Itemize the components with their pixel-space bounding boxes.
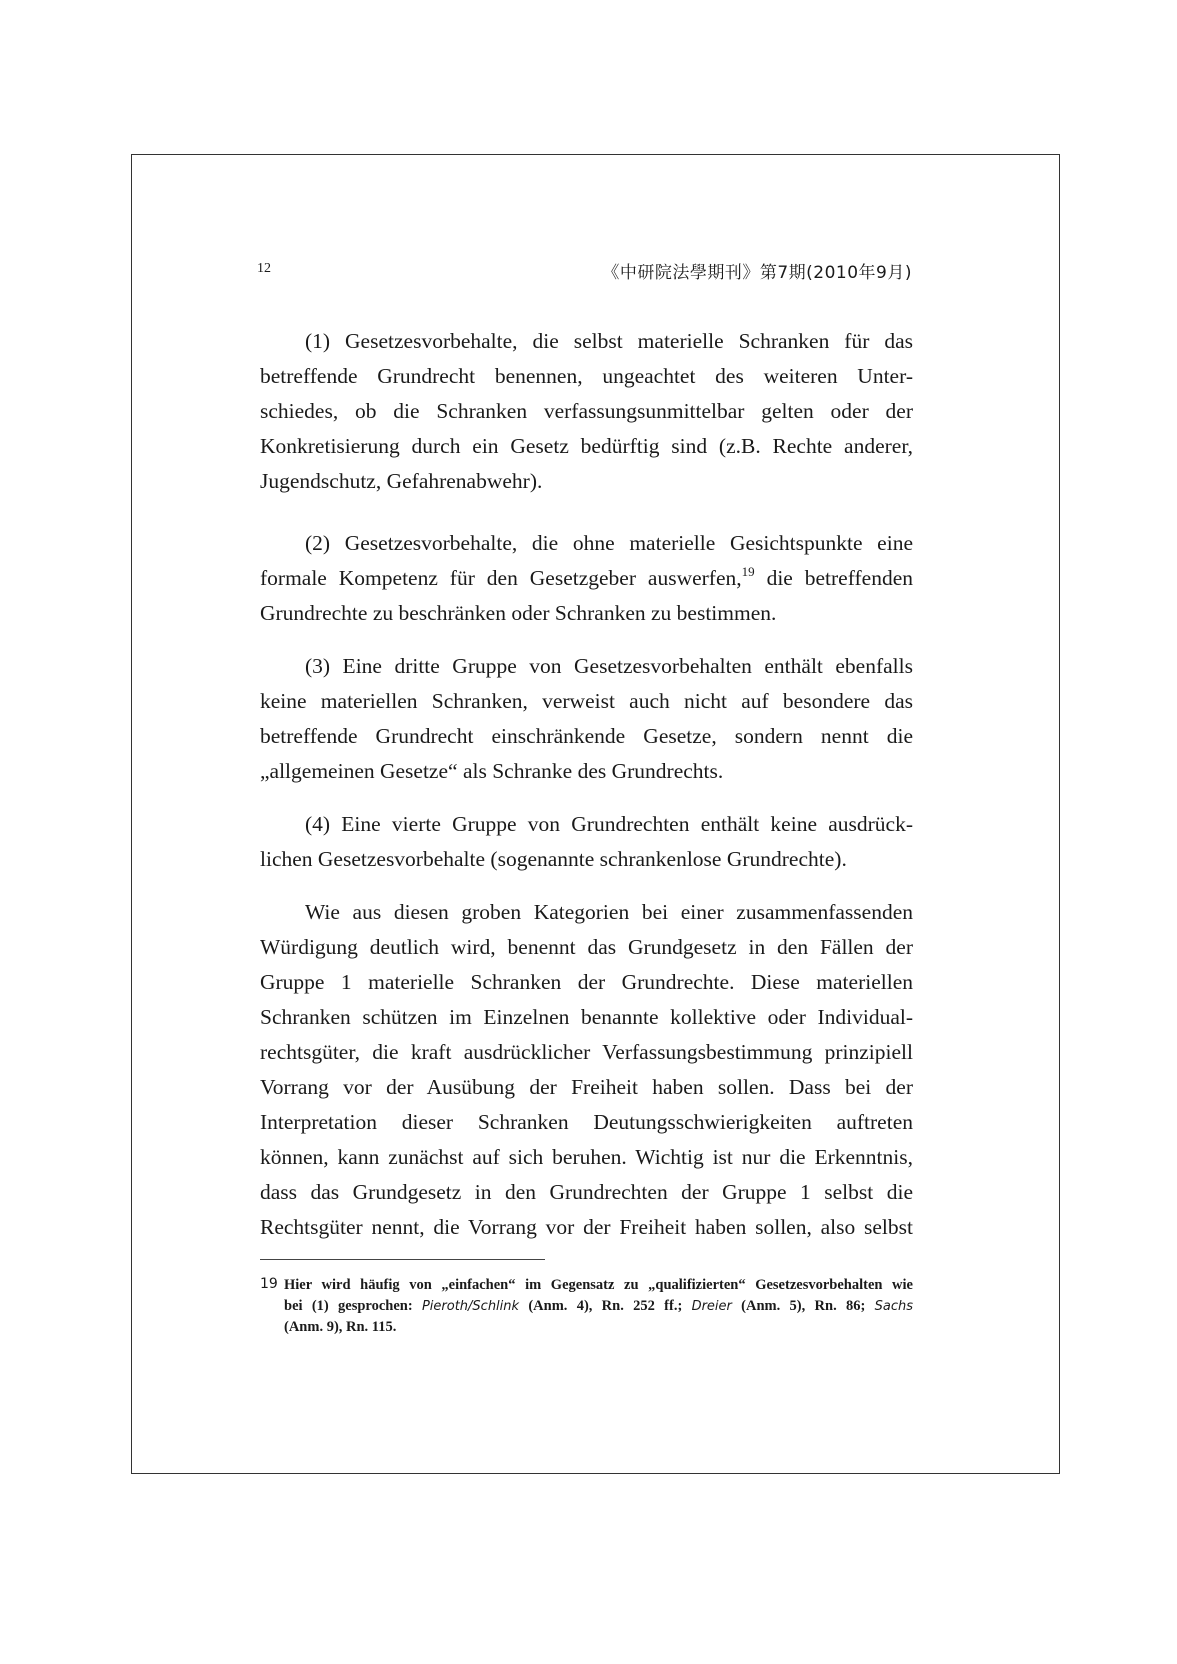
text-segment: bei (1) gesprochen: (284, 1298, 422, 1314)
author-citation: Sachs (874, 1299, 913, 1314)
text-line: können, kann zunächst auf sich beruhen. Wichtig ist nur die Erkenntnis, (260, 1145, 913, 1169)
footnote-line: Hier wird häufig von „einfachen“ im Gegensatz zu „qualifizierten“ Gesetzesvorbehalten wie (284, 1277, 913, 1293)
author-citation: Pieroth/Schlink (421, 1299, 520, 1314)
text-line: betreffende Grundrecht benennen, ungeachtet des weiteren Unter- (260, 364, 913, 388)
text-line: rechtsgüter, die kraft ausdrücklicher Verfassungsbestimmung prinzipiell (260, 1040, 913, 1064)
footnote-separator (260, 1259, 545, 1260)
footnote-ref-19[interactable]: 19 (741, 564, 755, 579)
text-line: Konkretisierung durch ein Gesetz bedürftig sind (z.B. Rechte anderer, (260, 434, 913, 458)
footnote-line: (Anm. 9), Rn. 115. (284, 1319, 397, 1335)
text-line: lichen Gesetzesvorbehalte (sogenannte schrankenlose Grundrechte). (260, 847, 847, 871)
text-line: Grundrechte zu beschränken oder Schranken zu bestimmen. (260, 601, 777, 625)
text-line: keine materiellen Schranken, verweist auch nicht auf besondere das (260, 689, 913, 713)
text-line-with-footnote-ref (260, 565, 913, 594)
text-line: Jugendschutz, Gefahrenabwehr). (260, 469, 543, 493)
footnote-number: 19 (260, 1276, 278, 1292)
footnote-line (284, 1297, 913, 1316)
text-line: Würdigung deutlich wird, benennt das Grundgesetz in den Fällen der (260, 935, 913, 959)
text-line: betreffende Grundrecht einschränkende Gesetze, sondern nennt die (260, 724, 913, 748)
text-line: Schranken schützen im Einzelnen benannte kollektive oder Individual- (260, 1005, 913, 1029)
text-line: Interpretation dieser Schranken Deutungsschwierigkeiten auftreten (260, 1110, 913, 1134)
text-line: „allgemeinen Gesetze“ als Schranke des Grundrechts. (260, 759, 724, 783)
author-citation: Dreier (691, 1299, 732, 1314)
page-number: 12 (257, 261, 271, 276)
text-line: (3) Eine dritte Gruppe von Gesetzesvorbehalten enthält ebenfalls (305, 654, 913, 678)
text-segment: die betreffenden (754, 566, 913, 590)
text-line: Wie aus diesen groben Kategorien bei einer zusammenfassenden (305, 900, 913, 924)
text-line: (4) Eine vierte Gruppe von Grundrechten enthält keine ausdrück- (305, 812, 913, 836)
text-line: Gruppe 1 materielle Schranken der Grundrechte. Diese materiellen (260, 970, 913, 994)
text-line: schiedes, ob die Schranken verfassungsunmittelbar gelten oder der (260, 399, 913, 423)
text-line: Vorrang vor der Ausübung der Freiheit haben sollen. Dass bei der (260, 1075, 913, 1099)
text-segment: (Anm. 4), Rn. 252 ff.; (519, 1298, 692, 1314)
text-segment: (Anm. 5), Rn. 86; (731, 1298, 875, 1314)
text-line: Rechtsgüter nennt, die Vorrang vor der Freiheit haben sollen, also selbst (260, 1215, 913, 1239)
text-segment: formale Kompetenz für den Gesetzgeber auswerfen, (260, 566, 742, 590)
text-line: (1) Gesetzesvorbehalte, die selbst materielle Schranken für das (305, 329, 913, 353)
text-line: (2) Gesetzesvorbehalte, die ohne materielle Gesichtspunkte eine (305, 531, 913, 555)
running-head: 《中研院法學期刊》第7期(2010年9月) (602, 263, 912, 283)
text-line: dass das Grundgesetz in den Grundrechten der Gruppe 1 selbst die (260, 1180, 913, 1204)
